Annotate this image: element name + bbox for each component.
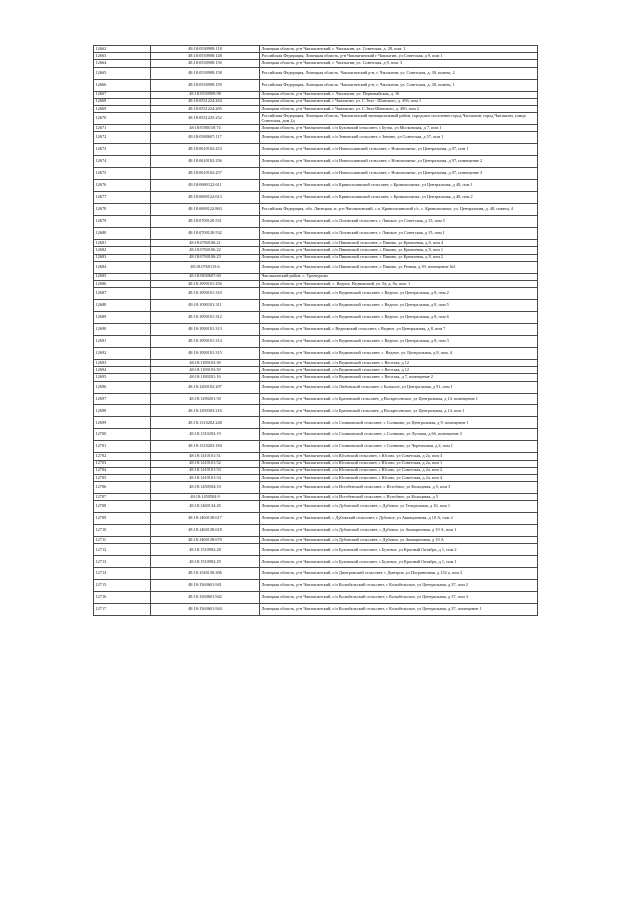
cadastral-number-cell: 48:18:0610102:256	[151, 156, 260, 168]
address-cell: Липецкая область, р-н Чаплыгинский, с/п Новополянский сельсовет, с Новополянье, ул Центральная, д 97, помещение 3	[260, 168, 538, 180]
row-number-cell: 12688	[94, 300, 151, 312]
address-cell: Липецкая область, р-н Чаплыгинский, с/п Лозовский сельсовет, с Лавское, ул Советская, д 15, пом 5	[260, 216, 538, 228]
row-number-cell: 12666	[94, 79, 151, 91]
address-cell: Липецкая область, р-н Чаплыгинский, с. Ведное, Ведновский, ул. 9у, д. 8а, пом. 1	[260, 280, 538, 287]
row-number-cell: 12697	[94, 393, 151, 405]
row-number-cell: 12684	[94, 261, 151, 273]
cadastral-number-cell: 48:18:0760106:23	[151, 254, 260, 261]
table-row	[94, 132, 538, 144]
cadastral-number-cell: 48:18:1410101:51	[151, 453, 260, 460]
address-cell: Липецкая область, р-н Чаплыгинский, с/п Новополянский сельсовет, с Новополянье, ул Центральная, д 97, пом 1	[260, 144, 538, 156]
cadastral-number-cell: 48:18:0680122:613	[151, 192, 260, 204]
cadastral-number-cell: 48:18:1090101:312	[151, 312, 260, 324]
table-row	[94, 525, 538, 537]
row-number-cell: 12702	[94, 453, 151, 460]
table-row	[94, 240, 538, 247]
row-number-cell: 12680	[94, 228, 151, 240]
address-cell: Липецкая область, р-н Чаплыгинский, с/п Лозовский сельсовет, с Лавское, ул Советская, д 15, пом 1	[260, 228, 538, 240]
cadastral-number-cell: 48:18:1090101:314	[151, 335, 260, 347]
row-number-cell: 12694	[94, 367, 151, 374]
table-row	[94, 300, 538, 312]
table-row	[94, 53, 538, 60]
address-cell: Липецкая область, р-н Чаплыгинский, г. Чаплыгин, ул. Советская, д. 28, пом. 1	[260, 46, 538, 53]
address-cell: Липецкая область, р-н Чаплыгинский, с/п Ведновский сельсовет, с Ведное, ул Центральная, д 8, пом 3	[260, 335, 538, 347]
row-number-cell: 12701	[94, 441, 151, 453]
document-page	[93, 45, 538, 616]
row-number-cell: 12705	[94, 474, 151, 481]
row-number-cell: 12711	[94, 537, 151, 544]
row-number-cell: 12713	[94, 556, 151, 568]
row-number-cell: 12717	[94, 604, 151, 616]
row-number-cell: 12681	[94, 240, 151, 247]
registry-table-body	[94, 46, 538, 616]
cadastral-number-cell: 48:18:0760106:21	[151, 240, 260, 247]
table-row	[94, 324, 538, 336]
cadastral-number-cell: 48:18:0830607:60	[151, 273, 260, 280]
table-row	[94, 180, 538, 192]
cadastral-number-cell: 48:18:0530908:148	[151, 53, 260, 60]
cadastral-number-cell: 48:18:0531224:265	[151, 105, 260, 112]
row-number-cell: 12699	[94, 417, 151, 429]
row-number-cell: 12709	[94, 513, 151, 525]
row-number-cell: 12677	[94, 192, 151, 204]
table-row	[94, 216, 538, 228]
cadastral-number-cell: 48:18:0760106:22	[151, 247, 260, 254]
registry-table	[93, 45, 538, 616]
table-row	[94, 367, 538, 374]
address-cell: Чаплыгинский район, с. Троекурово	[260, 273, 538, 280]
table-row	[94, 381, 538, 393]
row-number-cell: 12715	[94, 580, 151, 592]
cadastral-number-cell: 48:18:0530908:158	[151, 67, 260, 79]
table-row	[94, 568, 538, 580]
row-number-cell: 12675	[94, 168, 151, 180]
cadastral-number-cell: 48:18:1180103:38	[151, 359, 260, 366]
address-cell: Липецкая область, р-н Чаплыгинский, с/п Кривополянский сельсовет, с Кривополянье, ул Центральная, д 48, пом 2	[260, 192, 538, 204]
cadastral-number-cell: 48:18:0580607:117	[151, 132, 260, 144]
table-row	[94, 604, 538, 616]
table-row	[94, 474, 538, 481]
table-row	[94, 228, 538, 240]
row-number-cell: 12672	[94, 132, 151, 144]
row-number-cell: 12664	[94, 60, 151, 67]
row-number-cell: 12706	[94, 482, 151, 494]
row-number-cell: 12682	[94, 247, 151, 254]
table-row	[94, 67, 538, 79]
cadastral-number-cell: 48:18:1090101:256	[151, 280, 260, 287]
cadastral-number-cell: 48:18:0610102:257	[151, 168, 260, 180]
address-cell: Липецкая область, р-н Чаплыгинский, с/п Дмитровский сельсовет, с Дмитров, ул Пограничная, д 152 а, пом 2	[260, 568, 538, 580]
row-number-cell: 12685	[94, 273, 151, 280]
row-number-cell: 12665	[94, 67, 151, 79]
table-row	[94, 374, 538, 381]
table-row	[94, 125, 538, 132]
table-row	[94, 192, 538, 204]
cadastral-number-cell: 48:18:0530908:150	[151, 60, 260, 67]
address-cell: Липецкая область, р-н Чаплыгинский, с/п Буховский сельсовет, с Буховое, ул Красный Октябрь, д 1, пом 1	[260, 556, 538, 568]
cadastral-number-cell: 48:18:1090101:311	[151, 300, 260, 312]
address-cell: Липецкая область, р-н Чаплыгинский, с/п Ведновский сельсовет, с. Ведное, ул. Центральная, д 8, пом. 4	[260, 347, 538, 359]
address-cell: Липецкая область, р-н Чаплыгинский, г Чаплыгин, ул. С.Тюп - Шанского, д. 49б, пом 1	[260, 98, 538, 105]
row-number-cell: 12687	[94, 288, 151, 300]
cadastral-number-cell: 48:18:0680122:611	[151, 180, 260, 192]
address-cell: Липецкая область, р-н Чаплыгинский, с/п Дубовский сельсовет, с Дубовое, ул Авиационная, д 10 А, пом 1	[260, 525, 538, 537]
table-row	[94, 98, 538, 105]
row-number-cell: 12695	[94, 374, 151, 381]
cadastral-number-cell: 48:18:1410101:53	[151, 467, 260, 474]
table-row	[94, 288, 538, 300]
cadastral-number-cell: 48:18:1180103:39	[151, 367, 260, 374]
table-row	[94, 204, 538, 216]
cadastral-number-cell: 48:18:1510902:28	[151, 544, 260, 556]
row-number-cell: 12679	[94, 216, 151, 228]
table-row	[94, 79, 538, 91]
cadastral-number-cell: 48:18:0531224:264	[151, 98, 260, 105]
cadastral-number-cell: 48:18:1450504:10	[151, 482, 260, 494]
table-row	[94, 482, 538, 494]
cadastral-number-cell: 48:18:1310203:19	[151, 429, 260, 441]
table-row	[94, 501, 538, 513]
address-cell: Липецкая область, р-н Чаплыгинский, с/п Ведновский сельсовет, с Ведное, ул Центральная, д 8, пом 2	[260, 288, 538, 300]
table-row	[94, 556, 538, 568]
address-cell: Липецкая область, р-н Чаплыгинский, с/п Юсовский сельсовет, с Юсово, ул Советская, д 2а, пом 4	[260, 474, 538, 481]
address-cell: Липецкая область, р-н Чаплыгинский, с/п Юсовский сельсовет, с Юсово, ул Советская, д 2а, пом 2	[260, 467, 538, 474]
cadastral-number-cell: 48:18:1290201:50	[151, 393, 260, 405]
address-cell: Липецкая область, р-н Чаплыгинский, с/п Кривополянский сельсовет, с Кривополянье, ул Центральная, д 48, пом 1	[260, 180, 538, 192]
row-number-cell: 12689	[94, 312, 151, 324]
row-number-cell: 12708	[94, 501, 151, 513]
row-number-cell: 12710	[94, 525, 151, 537]
cadastral-number-cell: 48:18:1540130:306	[151, 568, 260, 580]
cadastral-number-cell: 48:18:1310203:184	[151, 441, 260, 453]
address-cell: Липецкая область, р-н Чаплыгинский, с/п Ведновский сельсовет, с Ведное, ул Центральная, д 8, пом 6	[260, 312, 538, 324]
row-number-cell: 12696	[94, 381, 151, 393]
row-number-cell: 12700	[94, 429, 151, 441]
table-row	[94, 460, 538, 467]
cadastral-number-cell: 48:18:0580118:74	[151, 125, 260, 132]
address-cell: Российская Федерация, обл. Липецкая, м. р-н Чаплыгинский, с.п. Кривополянский с/с, с. Кривополянье, ул. Центральная, д. 48, помещ. 4	[260, 204, 538, 216]
table-row	[94, 417, 538, 429]
row-number-cell: 12704	[94, 467, 151, 474]
address-cell: Липецкая область, р-н Чаплыгинский, с/п Пиковский сельсовет, с Пиково, ул Речная, д 39, помещение №1	[260, 261, 538, 273]
cadastral-number-cell: 48:18:0700120:532	[151, 228, 260, 240]
address-cell: Липецкая область, р-н Чаплыгинский, с/п Колыбельский сельсовет, с Колыбельское, ул Центральная, д 37, помещение 1	[260, 604, 538, 616]
table-row	[94, 441, 538, 453]
table-row	[94, 105, 538, 112]
row-number-cell: 12670	[94, 113, 151, 125]
table-row	[94, 467, 538, 474]
cadastral-number-cell: 48:18:0530908:159	[151, 79, 260, 91]
cadastral-number-cell: 48:18:1460134:45	[151, 501, 260, 513]
table-row	[94, 261, 538, 273]
row-number-cell: 12712	[94, 544, 151, 556]
row-number-cell: 12671	[94, 125, 151, 132]
table-row	[94, 513, 538, 525]
table-row	[94, 168, 538, 180]
row-number-cell: 12691	[94, 335, 151, 347]
row-number-cell: 12686	[94, 280, 151, 287]
address-cell: Липецкая область, р-н Чаплыгинский, с Ведновский сельсовет, с Ведное, ул Центральная, д 8, пом 7	[260, 324, 538, 336]
row-number-cell: 12667	[94, 91, 151, 98]
table-row	[94, 393, 538, 405]
cadastral-number-cell: 48:18:1410101:54	[151, 474, 260, 481]
address-cell: Липецкая область, р-н Чаплыгинский, с/п Колыбельский сельсовет, с Колыбельское, ул Центральная, д 37, пом 3	[260, 592, 538, 604]
table-row	[94, 280, 538, 287]
address-cell: Липецкая область, р-н Чаплыгинский, с/п Дубовский сельсовет, с Дубовое, ул Театральная, д 16, пом 1	[260, 501, 538, 513]
table-row	[94, 312, 538, 324]
table-row	[94, 453, 538, 460]
table-row	[94, 544, 538, 556]
address-cell: Липецкая область, р-н Чаплыгинский, с/п Буховский сельсовет, с Буховое, ул Красный Октябрь, д 1, пом 2	[260, 544, 538, 556]
cadastral-number-cell: 48:18:1560601:942	[151, 592, 260, 604]
row-number-cell: 12690	[94, 324, 151, 336]
table-row	[94, 156, 538, 168]
address-cell: Липецкая область, р-н Чаплыгинский, г Чаплыгин, ул. С.Тюп-Шанского, д. 49б, пом 2	[260, 105, 538, 112]
address-cell: Липецкая область, р-н Чаплыгинский, с/п Солнковский сельсовет, с Солнково, ул Луговая, д 6б, помещение 2	[260, 429, 538, 441]
row-number-cell: 12662	[94, 46, 151, 53]
row-number-cell: 12703	[94, 460, 151, 467]
address-cell: Липецкая область, р-н Чаплыгинский, с/п Братовский сельсовет, д Воскресенское, ул Центральная, д 14, помещение 1	[260, 393, 538, 405]
address-cell: Российская Федерация, Липецкая область. Чаплыгинский р-н, г. Чаплыгин, ул. Советская, д. 30, помещ. 1	[260, 79, 538, 91]
address-cell: Липецкая область, р-н Чаплыгинский, с/п Истобенский сельсовет, с Истобное, ул Кольцевая, д 5, пом 3	[260, 482, 538, 494]
cadastral-number-cell: 48:18:0530908:118	[151, 46, 260, 53]
address-cell: Липецкая область, р-н Чаплыгинский, с/п Солнковский сельсовет, с Солнково, ул Центральная, д 9, помещение 1	[260, 417, 538, 429]
row-number-cell: 12683	[94, 254, 151, 261]
cadastral-number-cell: 48:18:1090101:310	[151, 288, 260, 300]
cadastral-number-cell: 48:18:0680122:863	[151, 204, 260, 216]
address-cell: Липецкая область, р-н Чаплыгинский, с/п Ведновский сельсовет, с Веселая, д 12	[260, 359, 538, 366]
cadastral-number-cell: 48:18:0700120:531	[151, 216, 260, 228]
cadastral-number-cell: 48:18:1410101:52	[151, 460, 260, 467]
table-row	[94, 46, 538, 53]
table-row	[94, 359, 538, 366]
table-row	[94, 592, 538, 604]
cadastral-number-cell: 48:18:1560601:944	[151, 604, 260, 616]
cadastral-number-cell: 48:18:0610102:253	[151, 144, 260, 156]
address-cell: Российская Федерация, Липецкая область, р-н Чаплыгинский г Чаплыгин, ул Советская, д 9, пом 1	[260, 53, 538, 60]
address-cell: Российская Федерация, Липецкая область, Чаплыгинский муниципальный район, городское поселение город Чаплыгин, город Чаплыгин, улица Советская, дом 2д	[260, 113, 538, 125]
row-number-cell: 12676	[94, 180, 151, 192]
table-row	[94, 429, 538, 441]
cadastral-number-cell: 48:18:1560601:941	[151, 580, 260, 592]
table-row	[94, 60, 538, 67]
row-number-cell: 12663	[94, 53, 151, 60]
address-cell: Липецкая область, р-н Чаплыгинский, с/п Юсовский сельсовет, с Юсово, ул Советская, д 2а, пом 3	[260, 453, 538, 460]
cadastral-number-cell: 48:18:1510902:29	[151, 556, 260, 568]
table-row	[94, 91, 538, 98]
address-cell: Липецкая область, р-н Чаплыгинский, с/п Ведновский сельсовет, с Ведное, ул Центральная, д 8, пом 5	[260, 300, 538, 312]
address-cell: Липецкая область, р-н Чаплыгинский, г. Чаплыгин, ул. Советская, д 9, пом. 3	[260, 60, 538, 67]
address-cell: Липецкая область, р-н Чаплыгинский, с/п Пиковский сельсовет, с Пиково, ул Кремлевая, д 8, пом 1	[260, 247, 538, 254]
row-number-cell: 12707	[94, 494, 151, 501]
cadastral-number-cell: 48:18:0760115:6	[151, 261, 260, 273]
row-number-cell: 12716	[94, 592, 151, 604]
row-number-cell: 12714	[94, 568, 151, 580]
table-row	[94, 494, 538, 501]
table-row	[94, 405, 538, 417]
address-cell: Липецкая область, р-н Чаплыгинский, г. Чаплыгин, ул. Первомайская, д. 16	[260, 91, 538, 98]
table-row	[94, 347, 538, 359]
table-row	[94, 537, 538, 544]
cadastral-number-cell: 48:18:1180201:16	[151, 374, 260, 381]
table-row	[94, 273, 538, 280]
address-cell: Липецкая область, р-н Чаплыгинский, с/п Братовский сельсовет, д Воскресенское, ул Центральная, д 14, пом 1	[260, 405, 538, 417]
cadastral-number-cell: 48:18:1290303:216	[151, 405, 260, 417]
cadastral-number-cell: 48:18:1090101:315	[151, 347, 260, 359]
cadastral-number-cell: 48:18:1260102:207	[151, 381, 260, 393]
row-number-cell: 12673	[94, 144, 151, 156]
row-number-cell: 12674	[94, 156, 151, 168]
address-cell: Липецкая область, р-н Чаплыгинский, с/п Ведновский сельсовет, с Веселая, д 12	[260, 367, 538, 374]
address-cell: Липецкая область, р-н Чаплыгинский, с/п Пиковский сельсовет, с Пиково, ул Кремлевая, д 8, пом 4	[260, 240, 538, 247]
cadastral-number-cell: 48:18:1460138:618	[151, 525, 260, 537]
row-number-cell: 12692	[94, 347, 151, 359]
table-row	[94, 335, 538, 347]
row-number-cell: 12678	[94, 204, 151, 216]
cadastral-number-cell: 48:18:0530909:98	[151, 91, 260, 98]
row-number-cell: 12669	[94, 105, 151, 112]
address-cell: Липецкая область, р-н Чаплыгинский, с/п Пиковский сельсовет, с Пиково, ул Кремлевая, д 8, пом 2	[260, 254, 538, 261]
table-row	[94, 144, 538, 156]
address-cell: Липецкая область, р-н Чаплыгинский, с/п Зенинский сельсовет, с Зенино, ул Советская, д 57, пом 1	[260, 132, 538, 144]
address-cell: Липецкая область, р-н Чаплыгинский, с/п Истобенский сельсовет, с Истобное, ул Кольцевая, д 5	[260, 494, 538, 501]
address-cell: Липецкая область, р-н Чаплыгинский, с/п Солнковский сельсовет, с Солнково, ул Черемховая, д 2, пом 1	[260, 441, 538, 453]
address-cell: Липецкая область, р-н Чаплыгинский, с/п Ведновский сельсовет, с Веселая, д 7, помещение 2	[260, 374, 538, 381]
address-cell: Липецкая область, р-н Чаплыгинский, с/п Дубовский сельсовет, с Дубовое, ул Авиационная, д 10 А	[260, 537, 538, 544]
address-cell: Российская Федерация, Липецкая область. Чаплыгинский р-н, г. Чаплыгин, ул. Советская, д. 30, помещ. 2	[260, 67, 538, 79]
cadastral-number-cell: 48:18:0531225:252	[151, 113, 260, 125]
address-cell: Липецкая область, р-н Чаплыгинский, с/п Буховский сельсовет, с Буток, ул Московская, д 7, пом 1	[260, 125, 538, 132]
row-number-cell: 12698	[94, 405, 151, 417]
table-row	[94, 580, 538, 592]
cadastral-number-cell: 48:18:1450504:9	[151, 494, 260, 501]
address-cell: Липецкая область, р-н Чаплыгинский, с Дубовский сельсовет, с Дубовое, ул Авиационная, д 10 А, пом 2	[260, 513, 538, 525]
address-cell: Липецкая область, р-н Чаплыгинский, с/п Колыбельский сельсовет, с Колыбельское, ул Центральная, д 37, пом 2	[260, 580, 538, 592]
cadastral-number-cell: 48:18:1460138:617	[151, 513, 260, 525]
table-row	[94, 247, 538, 254]
address-cell: Липецкая область, р-н Чаплыгинский, с/п Юсовский сельсовет, с Юсово, ул Советская, д 2а, пом 1	[260, 460, 538, 467]
cadastral-number-cell: 48:18:1460138:670	[151, 537, 260, 544]
cadastral-number-cell: 48:18:1090101:313	[151, 324, 260, 336]
table-row	[94, 254, 538, 261]
table-row	[94, 113, 538, 125]
cadastral-number-cell: 48:18:1310202:248	[151, 417, 260, 429]
row-number-cell: 12693	[94, 359, 151, 366]
address-cell: Липецкая область, р-н Чаплыгинский, с/п Новополянский сельсовет, с Новополянье, ул Центральная, д 97, помещение 2	[260, 156, 538, 168]
address-cell: Липецкая область, р-н Чаплыгинский, с/п Любовский сельсовет, с Большое, ул Центральная, д 91, пом 1	[260, 381, 538, 393]
row-number-cell: 12668	[94, 98, 151, 105]
